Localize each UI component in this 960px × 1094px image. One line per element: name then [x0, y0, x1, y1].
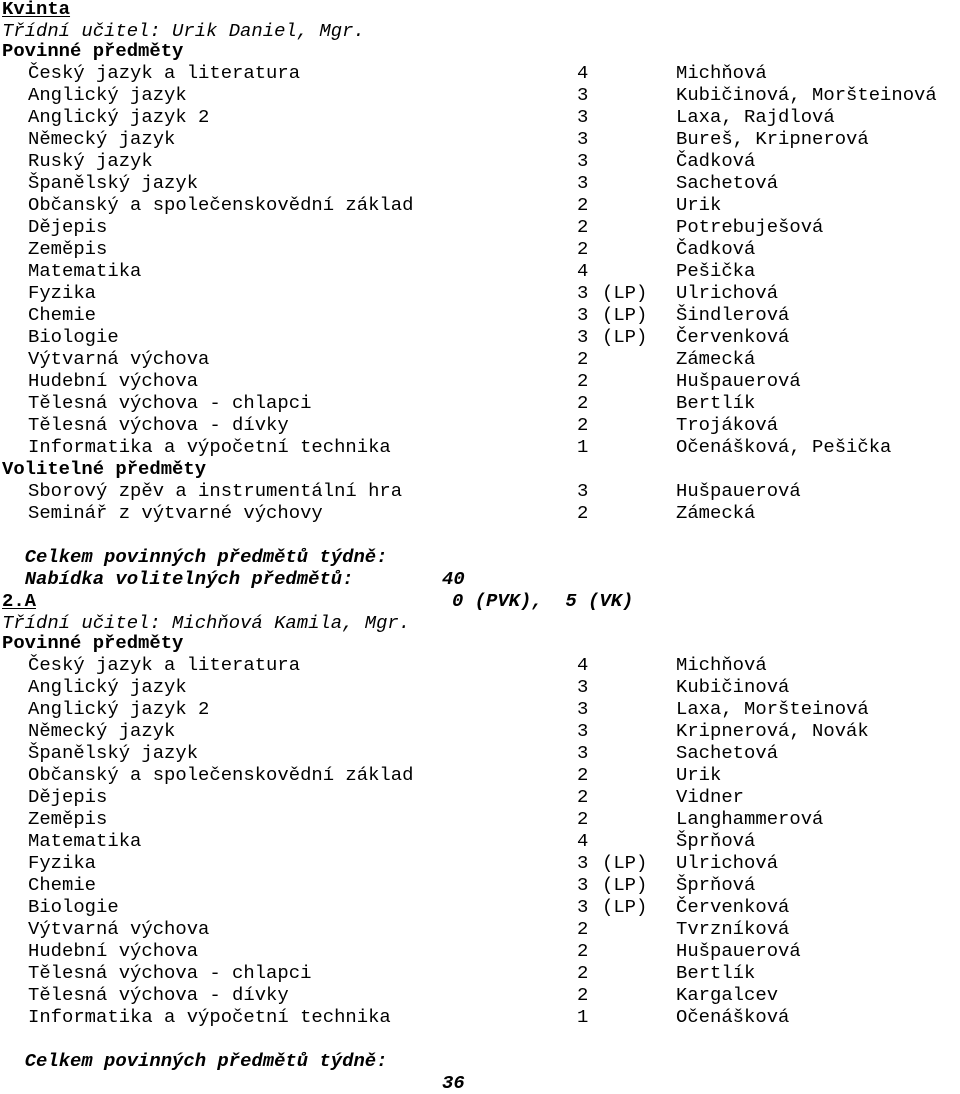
subject-hours: 3 [577, 304, 589, 326]
subject-note: (LP) [602, 874, 648, 896]
subject-name: Občanský a společenskovědní základ [28, 764, 414, 786]
subject-name: Dějepis [28, 216, 108, 238]
subject-name: Tělesná výchova - chlapci [28, 962, 312, 984]
subject-teacher: Ulrichová [676, 852, 779, 874]
subject-row [2, 414, 942, 436]
subject-hours: 2 [577, 392, 589, 414]
subject-name: Informatika a výpočetní technika [28, 1006, 391, 1028]
subject-hours: 2 [577, 216, 589, 238]
subject-row [2, 654, 942, 676]
subject-name: Chemie [28, 304, 97, 326]
subject-teacher: Šprňová [676, 874, 756, 896]
subject-teacher: Bertlík [676, 392, 756, 414]
subject-name: Zeměpis [28, 808, 108, 830]
subject-hours: 1 [577, 1006, 589, 1028]
subject-name: Chemie [28, 874, 97, 896]
subject-hours: 3 [577, 106, 589, 128]
subject-name: Ruský jazyk [28, 150, 153, 172]
subject-hours: 1 [577, 436, 589, 458]
subject-hours: 3 [577, 326, 589, 348]
weekly-total-row [2, 1028, 942, 1094]
subject-hours: 3 [577, 480, 589, 502]
subject-note: (LP) [602, 304, 648, 326]
subject-teacher: Urik [676, 764, 722, 786]
weekly-total-value: 36 [442, 1072, 465, 1094]
subject-row [2, 698, 942, 720]
subject-row [2, 852, 942, 874]
subject-teacher: Laxa, Rajdlová [676, 106, 835, 128]
subject-hours: 3 [577, 896, 589, 918]
subject-teacher: Tvrzníková [676, 918, 790, 940]
subject-name: Anglický jazyk [28, 84, 187, 106]
subject-name: Biologie [28, 326, 119, 348]
subject-teacher: Zámecká [676, 502, 756, 524]
subject-hours: 3 [577, 720, 589, 742]
subject-row [2, 786, 942, 808]
subject-teacher: Kargalcev [676, 984, 779, 1006]
subject-teacher: Čadková [676, 238, 756, 260]
subject-name: Český jazyk a literatura [28, 62, 301, 84]
subject-teacher: Čadková [676, 150, 756, 172]
subject-name: Fyzika [28, 852, 97, 874]
subject-teacher: Ulrichová [676, 282, 779, 304]
subject-hours: 2 [577, 502, 589, 524]
subject-teacher: Červenková [676, 896, 790, 918]
weekly-total-label: Celkem povinných předmětů týdně: [24, 1050, 388, 1072]
subject-row [2, 918, 942, 940]
subject-row [2, 106, 942, 128]
subject-hours: 2 [577, 984, 589, 1006]
subject-row [2, 764, 942, 786]
subject-teacher: Sachetová [676, 172, 779, 194]
subject-hours: 2 [577, 194, 589, 216]
subject-row [2, 216, 942, 238]
subject-hours: 3 [577, 852, 589, 874]
subject-hours: 3 [577, 150, 589, 172]
subject-row [2, 392, 942, 414]
subject-teacher: Trojáková [676, 414, 779, 436]
subject-teacher: Michňová [676, 62, 767, 84]
subject-name: Španělský jazyk [28, 742, 199, 764]
subject-row [2, 326, 942, 348]
subject-name: Výtvarná výchova [28, 918, 210, 940]
subject-row [2, 984, 942, 1006]
weekly-total-label: Celkem povinných předmětů týdně: [24, 546, 388, 568]
subject-row [2, 128, 942, 150]
subject-row [2, 830, 942, 852]
subject-name: Anglický jazyk 2 [28, 698, 210, 720]
subject-row [2, 194, 942, 216]
subject-teacher: Šprňová [676, 830, 756, 852]
subject-hours: 2 [577, 962, 589, 984]
subject-hours: 4 [577, 830, 589, 852]
subject-teacher: Kubičinová [676, 676, 790, 698]
subject-teacher: Sachetová [676, 742, 779, 764]
subject-row [2, 874, 942, 896]
subject-name: Občanský a společenskovědní základ [28, 194, 414, 216]
subject-name: Sborový zpěv a instrumentální hra [28, 480, 403, 502]
subject-row [2, 896, 942, 918]
subject-note: (LP) [602, 326, 648, 348]
subject-name: Výtvarná výchova [28, 348, 210, 370]
subject-teacher: Kripnerová, Novák [676, 720, 869, 742]
subject-row [2, 808, 942, 830]
subject-name: Anglický jazyk [28, 676, 187, 698]
subject-name: Německý jazyk [28, 720, 176, 742]
subject-row [2, 260, 942, 282]
subject-teacher: Bertlík [676, 962, 756, 984]
subject-name: Zeměpis [28, 238, 108, 260]
subject-hours: 2 [577, 918, 589, 940]
subject-name: Hudební výchova [28, 370, 199, 392]
subject-row [2, 720, 942, 742]
subject-name: Německý jazyk [28, 128, 176, 150]
subject-teacher: Bureš, Kripnerová [676, 128, 869, 150]
subject-name: Tělesná výchova - chlapci [28, 392, 312, 414]
subject-hours: 2 [577, 786, 589, 808]
weekly-total-value: 40 [442, 568, 465, 590]
subject-hours: 2 [577, 808, 589, 830]
subject-hours: 2 [577, 238, 589, 260]
subject-hours: 3 [577, 128, 589, 150]
elective-offer-value: 0 (PVK), 5 (VK) [452, 590, 634, 612]
subject-name: Seminář z výtvarné výchovy [28, 502, 323, 524]
subject-teacher: Očenášková, Pešička [676, 436, 892, 458]
subject-name: Biologie [28, 896, 119, 918]
subject-name: Dějepis [28, 786, 108, 808]
subject-row [2, 436, 942, 458]
class-teacher-line: Třídní učitel: Michňová Kamila, Mgr. [2, 612, 411, 634]
elective-offer-label: Nabídka volitelných předmětů: [24, 568, 354, 590]
subject-row [2, 480, 942, 502]
subject-row [2, 1006, 942, 1028]
subject-row [2, 282, 942, 304]
subject-teacher: Laxa, Moršteinová [676, 698, 869, 720]
subject-row [2, 84, 942, 106]
subject-hours: 2 [577, 940, 589, 962]
subject-row [2, 940, 942, 962]
subject-teacher: Hušpauerová [676, 480, 801, 502]
subject-name: Informatika a výpočetní technika [28, 436, 391, 458]
subject-teacher: Michňová [676, 654, 767, 676]
subject-row [2, 962, 942, 984]
subject-hours: 2 [577, 414, 589, 436]
subject-teacher: Šindlerová [676, 304, 790, 326]
subject-row [2, 172, 942, 194]
subject-hours: 3 [577, 172, 589, 194]
subject-row [2, 370, 942, 392]
subject-name: Matematika [28, 260, 142, 282]
subject-hours: 4 [577, 62, 589, 84]
subject-hours: 3 [577, 676, 589, 698]
subject-name: Český jazyk a literatura [28, 654, 301, 676]
subject-hours: 3 [577, 742, 589, 764]
subject-teacher: Pešička [676, 260, 756, 282]
subject-row [2, 62, 942, 84]
subject-teacher: Vidner [676, 786, 745, 808]
subject-teacher: Urik [676, 194, 722, 216]
subject-row [2, 150, 942, 172]
subject-note: (LP) [602, 282, 648, 304]
subject-name: Španělský jazyk [28, 172, 199, 194]
subject-teacher: Langhammerová [676, 808, 824, 830]
subject-row [2, 502, 942, 524]
subject-hours: 3 [577, 84, 589, 106]
subject-teacher: Hušpauerová [676, 940, 801, 962]
subject-teacher: Červenková [676, 326, 790, 348]
subject-name: Tělesná výchova - dívky [28, 414, 289, 436]
subject-name: Tělesná výchova - dívky [28, 984, 289, 1006]
subject-hours: 3 [577, 698, 589, 720]
subject-teacher: Hušpauerová [676, 370, 801, 392]
subject-name: Fyzika [28, 282, 97, 304]
subject-name: Anglický jazyk 2 [28, 106, 210, 128]
subject-hours: 3 [577, 282, 589, 304]
subject-hours: 2 [577, 764, 589, 786]
subject-row [2, 304, 942, 326]
subject-row [2, 238, 942, 260]
subject-note: (LP) [602, 852, 648, 874]
subject-name: Matematika [28, 830, 142, 852]
subject-hours: 3 [577, 874, 589, 896]
subject-teacher: Zámecká [676, 348, 756, 370]
class-title: Kvinta [2, 0, 71, 20]
subject-row [2, 742, 942, 764]
subject-teacher: Kubičinová, Moršteinová [676, 84, 937, 106]
subject-hours: 4 [577, 260, 589, 282]
subject-name: Hudební výchova [28, 940, 199, 962]
mandatory-subjects-heading: Povinné předměty [2, 40, 184, 62]
subject-teacher: Potrebuješová [676, 216, 824, 238]
class-title: 2.A [2, 590, 37, 612]
subject-hours: 2 [577, 348, 589, 370]
subject-row [2, 676, 942, 698]
elective-subjects-heading: Volitelné předměty [2, 458, 207, 480]
subject-hours: 2 [577, 370, 589, 392]
subject-note: (LP) [602, 896, 648, 918]
subject-hours: 4 [577, 654, 589, 676]
class-teacher-line: Třídní učitel: Urik Daniel, Mgr. [2, 20, 365, 42]
mandatory-subjects-heading: Povinné předměty [2, 632, 184, 654]
subject-row [2, 348, 942, 370]
subject-teacher: Očenášková [676, 1006, 790, 1028]
